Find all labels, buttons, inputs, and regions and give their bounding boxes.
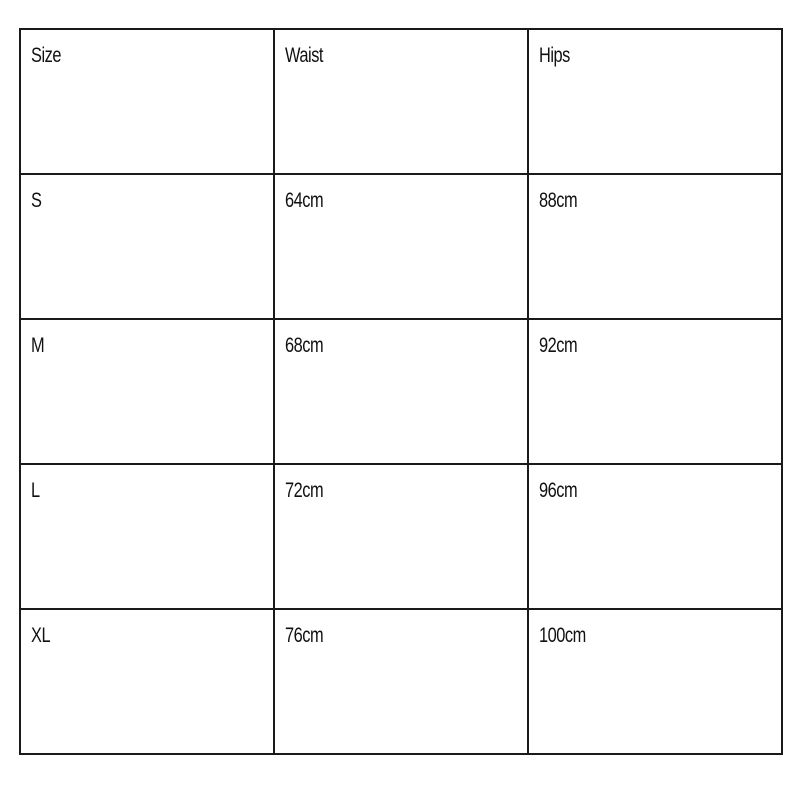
size-value: M [31,334,45,357]
header-cell-hips [528,29,782,174]
size-value: L [31,479,40,502]
header-label: Size [31,44,61,67]
hips-value: 88cm [539,189,578,212]
hips-cell [528,609,782,754]
waist-cell [274,319,528,464]
waist-cell [274,174,528,319]
table-row [20,174,782,319]
table-row [20,609,782,754]
header-cell-waist [274,29,528,174]
size-cell [20,174,274,319]
table-row [20,464,782,609]
size-cell [20,609,274,754]
hips-value: 100cm [539,624,586,647]
hips-cell [528,319,782,464]
hips-value: 92cm [539,334,578,357]
size-cell [20,464,274,609]
hips-value: 96cm [539,479,578,502]
header-label: Hips [539,44,570,67]
waist-cell [274,609,528,754]
table-row [20,319,782,464]
table-header-row [20,29,782,174]
size-chart-table [19,28,783,755]
size-value: S [31,189,42,212]
waist-value: 72cm [285,479,324,502]
header-cell-size [20,29,274,174]
header-label: Waist [285,44,324,67]
hips-cell [528,174,782,319]
size-value: XL [31,624,51,647]
waist-cell [274,464,528,609]
waist-value: 76cm [285,624,324,647]
waist-value: 68cm [285,334,324,357]
size-cell [20,319,274,464]
waist-value: 64cm [285,189,324,212]
hips-cell [528,464,782,609]
